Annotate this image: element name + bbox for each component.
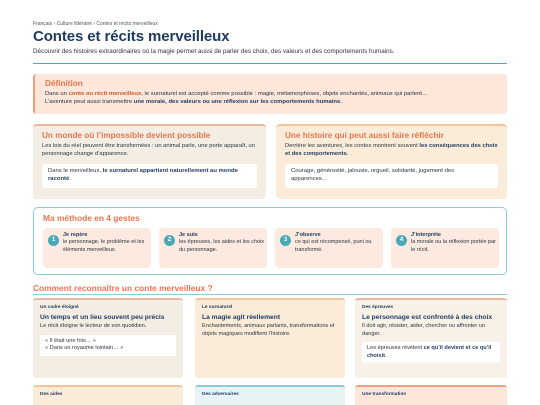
method-step-1: [43, 228, 151, 268]
criteria-card-setting: [33, 298, 183, 378]
method-step-3: [275, 228, 383, 268]
criteria-card-transformation: [355, 385, 507, 405]
page-title: Contes et récits merveilleux: [33, 28, 230, 45]
definition-box: [33, 74, 507, 114]
lead-text: Derrière les aventures, les contes montrent souvent: [285, 143, 420, 149]
step-description: les épreuves, les aides et les choix du personnage.: [179, 239, 264, 253]
method-step-4: [391, 228, 499, 268]
step-text: [411, 232, 496, 254]
step-title: J’observe: [295, 232, 321, 238]
step-text: [295, 232, 380, 254]
criteria-card-helpers: [33, 385, 183, 405]
criteria-card-adversaries: [195, 385, 345, 405]
section-title: Comment reconnaître un conte merveilleux ?: [33, 283, 213, 293]
card-tag: Une transformation: [362, 392, 407, 397]
step-description: la morale ou la réflexion portée par le récit.: [411, 239, 496, 253]
method-heading: Ma méthode en 4 gestes: [43, 213, 140, 223]
definition-text-part: , le surnaturel est accepté comme possible : magie, métamorphoses, objets enchantés, animaux qui parlent…: [141, 91, 428, 97]
step-number-badge: 1: [48, 235, 59, 246]
method-steps: [43, 228, 499, 270]
lead-text: .: [346, 150, 349, 157]
criteria-card-trials: [355, 298, 507, 378]
card-text: Enchantements, animaux parlants, transformations et objets magiques modifient l’histoire.: [202, 323, 335, 337]
step-number-badge: 2: [164, 235, 175, 246]
section-divider: [33, 294, 507, 295]
definition-text-part: Dans un: [45, 91, 69, 97]
card-callout: [362, 342, 500, 363]
card-text: Le récit éloigne le lecteur de son quotidien.: [40, 323, 147, 329]
step-title: J’interprète: [411, 232, 441, 238]
callout-emphasis: le surnaturel appartient naturellement au monde raconté: [48, 167, 238, 182]
breadcrumb: Français › Culture littéraire › Contes et récits merveilleux: [33, 21, 158, 27]
card-reflection: [276, 124, 507, 199]
callout-text: .: [385, 352, 387, 359]
card-title: La magie agit réellement: [202, 314, 281, 321]
step-description: le personnage, le problème et les éléments merveilleux.: [63, 239, 145, 253]
card-callout: [42, 164, 257, 188]
card-text: Il doit agir, résister, aider, chercher ou affronter un danger.: [362, 323, 486, 337]
card-tag: Des adversaires: [202, 392, 239, 397]
step-title: Je repère: [63, 232, 88, 238]
callout-text: Les épreuves révèlent: [367, 345, 424, 352]
definition-text-2: [45, 99, 497, 107]
callout-text: Dans le merveilleux,: [48, 167, 103, 174]
definition-emphasis: une morale, des valeurs ou une réflexion sur les comportements humains: [133, 98, 341, 105]
criteria-card-supernatural: [195, 298, 345, 378]
step-text: [63, 232, 148, 254]
page-subtitle: Découvrir des histoires extraordinaires où la magie permet aussi de parler des choix, des valeurs et des comportements humains.: [33, 48, 395, 55]
quote-line: « Il était une fois… »: [45, 337, 96, 344]
card-heading: Un monde où l’impossible devient possible: [42, 131, 211, 140]
callout-emphasis: ce qu’il devient et ce qu’il choisit: [367, 345, 492, 359]
definition-text-part: .: [340, 98, 342, 105]
definition-heading: Définition: [45, 79, 83, 88]
step-number-badge: 3: [280, 235, 291, 246]
card-heading: Une histoire qui peut aussi faire réfléchir: [285, 131, 444, 140]
method-step-2: [159, 228, 267, 268]
card-tag: Un cadre éloigné: [40, 305, 79, 310]
lead-emphasis: les conséquences des choix et des comportements: [285, 143, 498, 157]
card-title: Un temps et un lieu souvent peu précis: [40, 314, 165, 321]
card-lead: [285, 143, 498, 159]
card-tag: Des épreuves: [362, 305, 394, 310]
quote-line: « Dans un royaume lointain… »: [45, 345, 124, 352]
card-quote-box: [40, 335, 176, 356]
title-divider: [33, 63, 507, 64]
callout-text: .: [69, 175, 71, 182]
method-box: [33, 207, 507, 275]
definition-text-part: L’aventure peut aussi transmettre: [45, 98, 134, 105]
card-tag: Des aides: [40, 392, 63, 397]
step-number-badge: 4: [396, 235, 407, 246]
definition-text-1: [45, 91, 497, 99]
step-description: ce qui est récompensé, puni ou transformé.: [295, 239, 372, 253]
step-text: [179, 232, 264, 254]
definition-highlight: conte ou récit merveilleux: [68, 91, 142, 97]
card-impossible-possible: [33, 124, 266, 199]
card-lead: Les lois du réel peuvent être transformées : un animal parle, une porte apparaît, un personnage change d’apparence.: [42, 143, 256, 157]
card-callout: Courage, générosité, jalousie, orgueil, solidarité, jugement des apparences…: [285, 164, 498, 188]
card-title: Le personnage est confronté à des choix: [362, 314, 493, 321]
card-tag: Le surnaturel: [202, 305, 233, 310]
step-title: Je suis: [179, 232, 198, 238]
